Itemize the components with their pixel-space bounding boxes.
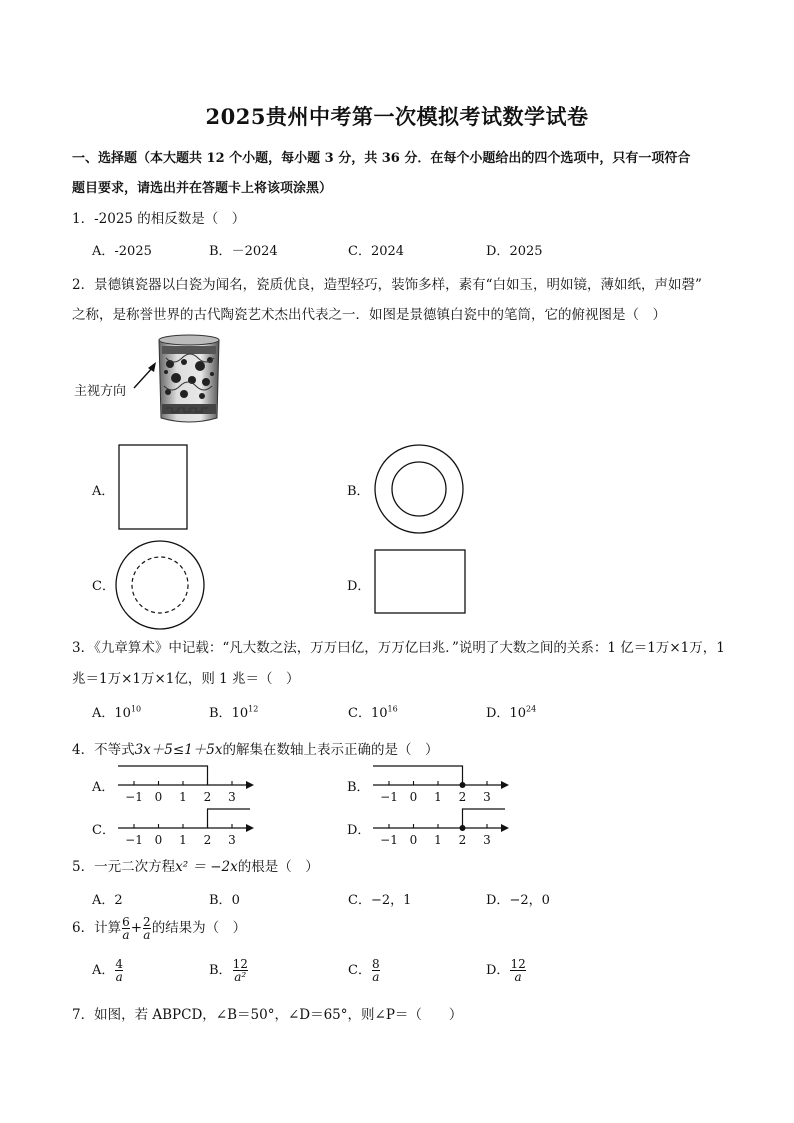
q6-option-a-fraction: [115, 958, 123, 983]
q3-option-a[interactable]: [92, 702, 141, 721]
question-5-stem: [72, 855, 319, 875]
q2-option-b-figure: [373, 443, 465, 535]
q3-option-d-key: D．: [486, 706, 510, 721]
q6-option-b-denominator: a²: [234, 970, 247, 984]
q6-option-c[interactable]: [348, 958, 381, 983]
q1-option-a-text: -2025: [114, 244, 152, 259]
q4-option-a-label[interactable]: A．: [92, 780, 115, 795]
q5-option-b-key: B．: [209, 893, 232, 908]
q4-stem-suffix: 的解集在数轴上表示正确的是（ ）: [222, 742, 439, 758]
q1-option-d[interactable]: [486, 240, 543, 259]
axis-tick-label: −1: [125, 833, 143, 847]
q3-option-d-base: 10: [509, 706, 526, 721]
q6-option-c-numerator: 8: [371, 957, 380, 971]
q6-option-d-numerator: 12: [510, 957, 526, 971]
q3-option-a-key: A．: [92, 706, 115, 721]
q5-option-b[interactable]: [209, 889, 240, 908]
q5-option-b-text: 0: [231, 893, 240, 908]
q2-option-a-label[interactable]: A．: [92, 484, 115, 499]
question-3-stem-line1: 3．《九章算术》中记载：“凡大数之法，万万曰亿，万万亿曰兆．”说明了大数之间的关系：1 亿＝1万×1万，1: [72, 640, 725, 656]
q2-option-b-label[interactable]: B．: [347, 484, 370, 499]
question-6-stem: [72, 916, 246, 941]
page-title: 2025贵州中考第一次模拟考试数学试卷: [205, 104, 589, 129]
q3-option-d[interactable]: [486, 702, 536, 721]
q5-equation: x² ＝ −2x: [175, 859, 238, 875]
q6-option-d-fraction: [510, 958, 525, 983]
q1-option-d-key: D．: [486, 244, 510, 259]
axis-arrow: [246, 781, 254, 789]
q4-inequality: 3x＋5≤1＋5x: [134, 742, 223, 758]
q3-option-c-key: C．: [348, 706, 371, 721]
axis-tick-label: −1: [380, 833, 398, 847]
q6-option-c-key: C．: [348, 963, 371, 978]
inner-circle: [392, 462, 446, 516]
q3-option-a-exp: 10: [130, 704, 142, 714]
q2-option-d-figure: [374, 549, 468, 617]
axis-tick-label: 1: [434, 790, 442, 804]
q3-option-c-exp: 16: [387, 704, 398, 714]
axis-tick-label: −1: [380, 790, 398, 804]
q4-option-b-label[interactable]: B．: [347, 780, 370, 795]
question-2-stem-line2: 之称，是称誉世界的古代陶瓷艺术杰出代表之一．如图是景德镇白瓷中的笔筒，它的俯视图是（ ）: [72, 307, 666, 323]
q3-option-a-base: 10: [114, 706, 131, 721]
q5-stem-prefix: 5．一元二次方程: [72, 859, 176, 875]
q6-option-d[interactable]: [486, 958, 527, 983]
q4-option-b-numberline: [371, 762, 515, 804]
q4-option-d-numberline: [371, 805, 515, 847]
axis-tick-label: 1: [434, 833, 442, 847]
axis-tick-label: 2: [458, 833, 467, 847]
q6-option-b-numerator: 12: [232, 957, 248, 971]
axis-arrow: [501, 781, 509, 789]
axis-tick-label: −1: [125, 790, 143, 804]
q5-option-c-key: C．: [348, 893, 371, 908]
q6-fraction-1-denominator: a: [122, 928, 130, 942]
axis-tick-label: 0: [409, 790, 418, 804]
axis-arrow: [246, 824, 254, 832]
q6-option-b-key: B．: [209, 963, 232, 978]
q6-option-b-fraction: [233, 958, 248, 983]
rectangle-shape: [375, 550, 465, 613]
q5-option-a[interactable]: [92, 889, 123, 908]
q5-stem-suffix: 的根是（ ）: [237, 859, 319, 875]
q5-option-a-key: A．: [92, 893, 115, 908]
axis-tick-label: 3: [228, 833, 236, 847]
q3-option-c-base: 10: [370, 706, 388, 721]
q4-option-c-label[interactable]: C．: [92, 823, 115, 838]
axis-tick-label: 0: [154, 833, 163, 847]
axis-tick-label: 1: [179, 790, 187, 804]
q6-option-a-numerator: 4: [115, 957, 124, 971]
q6-option-a-denominator: a: [115, 970, 123, 984]
q5-option-a-text: 2: [114, 893, 123, 908]
q5-option-d-text: −2，0: [509, 893, 550, 908]
q4-stem-prefix: 4．不等式: [72, 742, 135, 758]
solution-ray: [373, 766, 463, 785]
axis-tick-label: 2: [458, 790, 467, 804]
view-direction-label: 主视方向: [74, 384, 127, 399]
q1-option-b-text: －2024: [231, 244, 278, 259]
question-2-stem-line1: 2．景德镇瓷器以白瓷为闻名，瓷质优良，造型轻巧，装饰多样，素有“白如玉，明如镜，薄如纸，声如磬”: [72, 277, 702, 293]
q5-option-c[interactable]: [348, 889, 411, 908]
q6-option-c-fraction: [372, 958, 380, 983]
solid-endpoint: [460, 782, 466, 788]
axis-arrow: [501, 824, 509, 832]
q4-option-d-label[interactable]: D．: [347, 823, 371, 838]
q1-option-a[interactable]: [92, 240, 152, 259]
q3-option-d-exp: 24: [525, 704, 537, 714]
q6-fraction-2-numerator: 2: [143, 915, 151, 929]
q3-option-b-base: 10: [231, 706, 249, 721]
axis-tick-label: 0: [154, 790, 163, 804]
q1-option-d-text: 2025: [509, 244, 543, 259]
q6-fraction-1-numerator: 6: [122, 915, 130, 929]
q4-option-c-numberline: [116, 805, 260, 847]
q1-option-c-key: C．: [348, 244, 371, 259]
outer-circle: [375, 445, 463, 533]
q1-option-b-key: B．: [209, 244, 232, 259]
q2-option-c-label[interactable]: C．: [92, 579, 115, 594]
q2-option-d-label[interactable]: D．: [347, 579, 371, 594]
solution-ray: [463, 809, 506, 828]
q1-option-c-text: 2024: [370, 244, 405, 259]
q6-plus-sign: +: [130, 920, 143, 936]
axis-tick-label: 1: [179, 833, 187, 847]
axis-tick-label: 3: [483, 833, 491, 847]
q3-option-b[interactable]: [209, 702, 258, 721]
q6-option-d-denominator: a: [514, 970, 522, 984]
q1-option-c[interactable]: [348, 240, 404, 259]
q6-option-c-denominator: a: [372, 970, 380, 984]
axis-tick-label: 2: [203, 833, 212, 847]
section-heading-line2: 题目要求，请选出并在答题卡上将该项涂黑）: [72, 181, 333, 196]
q2-option-a-figure: [118, 444, 190, 532]
q6-option-b[interactable]: [209, 958, 249, 983]
question-7-stem: 7．如图，若 ABPCD，∠B＝50°，∠D＝65°，则∠P＝（ ）: [72, 1007, 463, 1023]
q3-option-b-exp: 12: [248, 704, 259, 714]
q5-option-d-key: D．: [486, 893, 510, 908]
axis-tick-label: 0: [409, 833, 418, 847]
q6-option-d-key: D．: [486, 963, 510, 978]
q1-option-a-key: A．: [92, 244, 115, 259]
q6-stem-prefix: 6．计算: [72, 920, 122, 936]
question-3-stem-line2: 兆＝1万×1万×1亿，则 1 兆＝（ ）: [72, 671, 300, 687]
dashed-inner-circle: [132, 557, 188, 613]
q6-fraction-2-denominator: a: [143, 928, 151, 942]
q1-option-b[interactable]: [209, 240, 278, 259]
q5-option-c-text: −2，1: [370, 893, 412, 908]
axis-tick-label: 3: [228, 790, 236, 804]
outer-circle: [116, 541, 204, 629]
q3-option-b-key: B．: [209, 706, 232, 721]
q6-stem-suffix: 的结果为（ ）: [151, 920, 247, 936]
q6-option-a[interactable]: [92, 958, 124, 983]
section-heading-line1: 一、选择题（本大题共 12 个小题，每小题 3 分，共 36 分．在每个小题给出的四个选项中，只有一项符合: [72, 151, 691, 166]
question-4-stem: [72, 738, 439, 758]
rectangle-shape: [119, 445, 187, 529]
q3-option-c[interactable]: [348, 702, 398, 721]
axis-tick-label: 3: [483, 790, 491, 804]
solution-ray: [208, 809, 251, 828]
axis-tick-label: 2: [203, 790, 212, 804]
solid-endpoint: [460, 825, 466, 831]
solution-ray: [118, 766, 208, 785]
q6-fraction-2: [143, 916, 151, 941]
brush-pot-image: [156, 332, 222, 428]
q4-option-a-numberline: [116, 762, 260, 804]
q2-option-c-figure: [114, 539, 206, 631]
question-1-stem: 1．-2025 的相反数是（ ）: [72, 211, 246, 227]
q6-fraction-1: [122, 916, 130, 941]
q5-option-d[interactable]: [486, 889, 550, 908]
q6-option-a-key: A．: [92, 963, 115, 978]
